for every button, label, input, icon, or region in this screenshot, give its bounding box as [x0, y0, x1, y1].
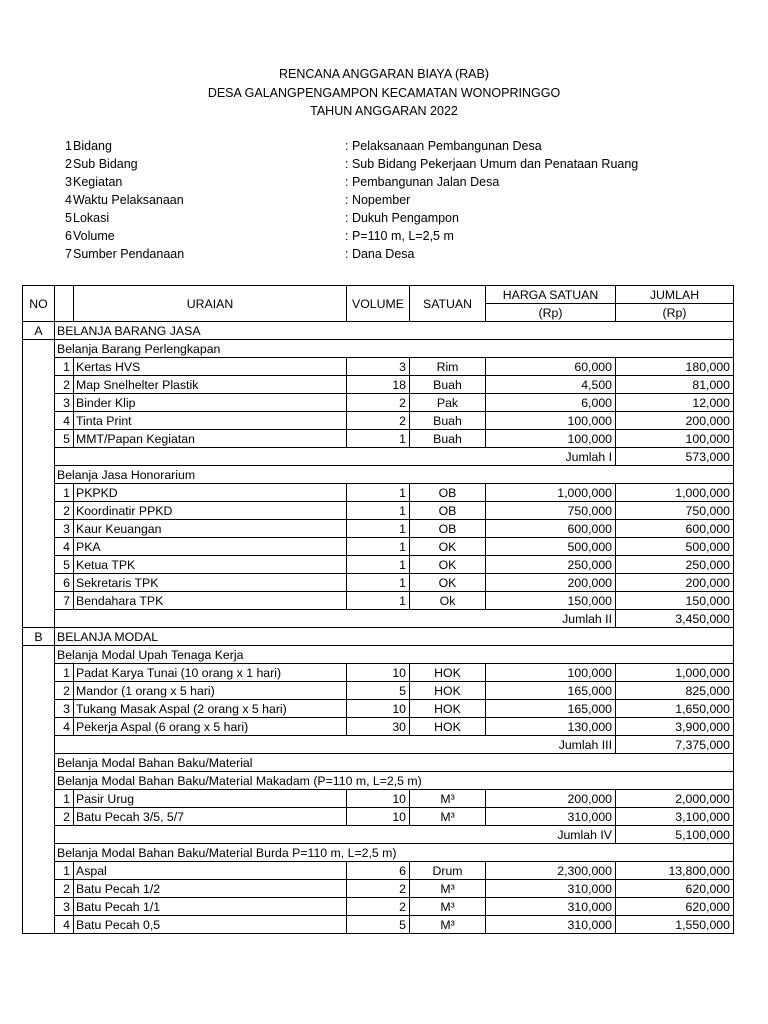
row-satuan: OB [410, 484, 486, 502]
row-jumlah: 1,000,000 [616, 484, 734, 502]
subtotal-value: 5,100,000 [616, 826, 734, 844]
group-title: Belanja Barang Perlengkapan [55, 340, 734, 358]
row-jumlah: 750,000 [616, 502, 734, 520]
row-satuan: M³ [410, 808, 486, 826]
row-satuan: M³ [410, 898, 486, 916]
row-volume: 1 [347, 574, 410, 592]
row-volume: 2 [347, 394, 410, 412]
row-satuan: M³ [410, 916, 486, 934]
row-volume: 1 [347, 556, 410, 574]
row-jumlah: 12,000 [616, 394, 734, 412]
table-header-row [23, 286, 734, 304]
row-uraian: PKA [74, 538, 347, 556]
row-jumlah: 600,000 [616, 520, 734, 538]
info-label: Volume [73, 229, 115, 243]
row-jumlah: 150,000 [616, 592, 734, 610]
info-value: : Pembangunan Jalan Desa [345, 175, 500, 189]
row-no: 1 [55, 484, 74, 502]
info-row [0, 211, 768, 229]
group-row [23, 340, 734, 358]
row-jumlah: 2,000,000 [616, 790, 734, 808]
row-volume: 10 [347, 664, 410, 682]
table-row [23, 412, 734, 430]
info-no: 7 [65, 247, 72, 261]
row-satuan: OK [410, 556, 486, 574]
row-no: 3 [55, 700, 74, 718]
row-harga: 100,000 [486, 412, 616, 430]
row-volume: 1 [347, 430, 410, 448]
table-row [23, 682, 734, 700]
row-harga: 165,000 [486, 700, 616, 718]
row-jumlah: 3,100,000 [616, 808, 734, 826]
subtotal-row [23, 736, 734, 754]
row-uraian: Tinta Print [74, 412, 347, 430]
row-satuan: Pak [410, 394, 486, 412]
row-jumlah: 825,000 [616, 682, 734, 700]
col-header-harga-unit: (Rp) [486, 304, 616, 322]
col-header-satuan: SATUAN [410, 286, 486, 322]
table-row [23, 862, 734, 880]
info-label: Waktu Pelaksanaan [73, 193, 184, 207]
info-row [0, 229, 768, 247]
table-row [23, 538, 734, 556]
row-satuan: HOK [410, 718, 486, 736]
row-volume: 2 [347, 880, 410, 898]
row-harga: 250,000 [486, 556, 616, 574]
row-uraian: MMT/Papan Kegiatan [74, 430, 347, 448]
info-no: 3 [65, 175, 72, 189]
row-volume: 5 [347, 916, 410, 934]
row-no: 1 [55, 664, 74, 682]
row-uraian: Batu Pecah 1/2 [74, 880, 347, 898]
table-row [23, 664, 734, 682]
table-row [23, 574, 734, 592]
row-no: 5 [55, 556, 74, 574]
info-value: : Pelaksanaan Pembangunan Desa [345, 139, 542, 153]
col-header-no: NO [23, 286, 55, 322]
row-jumlah: 200,000 [616, 412, 734, 430]
table-row [23, 592, 734, 610]
group-title: Belanja Modal Bahan Baku/Material Burda P=110 m, L=2,5 m) [55, 844, 734, 862]
row-uraian: Map Snelhelter Plastik [74, 376, 347, 394]
info-row [0, 157, 768, 175]
subtotal-row [23, 448, 734, 466]
row-jumlah: 620,000 [616, 898, 734, 916]
info-row [0, 175, 768, 193]
row-jumlah: 1,650,000 [616, 700, 734, 718]
section-code: B [23, 628, 55, 646]
col-header-harga: HARGA SATUAN [486, 286, 616, 304]
group-title: Belanja Modal Upah Tenaga Kerja [55, 646, 734, 664]
row-volume: 2 [347, 898, 410, 916]
row-jumlah: 500,000 [616, 538, 734, 556]
row-volume: 6 [347, 862, 410, 880]
table-row [23, 790, 734, 808]
row-satuan: M³ [410, 880, 486, 898]
row-volume: 10 [347, 808, 410, 826]
row-no: 3 [55, 394, 74, 412]
row-volume: 1 [347, 538, 410, 556]
row-volume: 5 [347, 682, 410, 700]
doc-title-line-2: DESA GALANGPENGAMPON KECAMATAN WONOPRINGGO [207, 86, 561, 100]
info-label: Bidang [73, 139, 112, 153]
group-row [23, 772, 734, 790]
subtotal-row [23, 826, 734, 844]
row-satuan: Buah [410, 376, 486, 394]
col-header-jumlah: JUMLAH [616, 286, 734, 304]
row-no: 6 [55, 574, 74, 592]
row-uraian: Tukang Masak Aspal (2 orang x 5 hari) [74, 700, 347, 718]
subtotal-label: Jumlah II [486, 610, 616, 628]
row-satuan: HOK [410, 664, 486, 682]
table-row [23, 880, 734, 898]
row-harga: 4,500 [486, 376, 616, 394]
row-uraian: Ketua TPK [74, 556, 347, 574]
info-row [0, 193, 768, 211]
row-no: 5 [55, 430, 74, 448]
section-title: BELANJA BARANG JASA [55, 322, 734, 340]
row-harga: 100,000 [486, 430, 616, 448]
info-no: 2 [65, 157, 72, 171]
table-row [23, 376, 734, 394]
row-no: 4 [55, 718, 74, 736]
table-row [23, 916, 734, 934]
info-no: 1 [65, 139, 72, 153]
row-harga: 200,000 [486, 790, 616, 808]
table-row [23, 502, 734, 520]
doc-title-line-1: RENCANA ANGGARAN BIAYA (RAB) [278, 67, 489, 81]
row-uraian: Koordinatir PPKD [74, 502, 347, 520]
info-no: 4 [65, 193, 72, 207]
row-uraian: PKPKD [74, 484, 347, 502]
group-row [23, 754, 734, 772]
row-satuan: OK [410, 574, 486, 592]
row-volume: 18 [347, 376, 410, 394]
info-value: : Dukuh Pengampon [345, 211, 459, 225]
table-row [23, 394, 734, 412]
info-label: Lokasi [73, 211, 110, 225]
info-no: 5 [65, 211, 72, 225]
group-row [23, 844, 734, 862]
row-harga: 6,000 [486, 394, 616, 412]
table-row [23, 556, 734, 574]
row-no: 4 [55, 412, 74, 430]
subtotal-label: Jumlah III [486, 736, 616, 754]
row-uraian: Kaur Keuangan [74, 520, 347, 538]
col-header-volume: VOLUME [347, 286, 410, 322]
row-satuan: Buah [410, 430, 486, 448]
row-volume: 3 [347, 358, 410, 376]
col-header-uraian: URAIAN [74, 286, 347, 322]
row-harga: 310,000 [486, 916, 616, 934]
rab-table [22, 285, 734, 934]
subtotal-value: 7,375,000 [616, 736, 734, 754]
row-no: 1 [55, 862, 74, 880]
info-value: : Dana Desa [345, 247, 415, 261]
row-satuan: M³ [410, 790, 486, 808]
row-no: 1 [55, 790, 74, 808]
row-jumlah: 13,800,000 [616, 862, 734, 880]
row-volume: 1 [347, 592, 410, 610]
table-row [23, 718, 734, 736]
row-harga: 310,000 [486, 898, 616, 916]
row-harga: 750,000 [486, 502, 616, 520]
table-row [23, 520, 734, 538]
row-volume: 10 [347, 790, 410, 808]
row-uraian: Batu Pecah 0,5 [74, 916, 347, 934]
row-harga: 100,000 [486, 664, 616, 682]
info-label: Kegiatan [73, 175, 123, 189]
subtotal-value: 3,450,000 [616, 610, 734, 628]
row-volume: 1 [347, 502, 410, 520]
row-no: 2 [55, 880, 74, 898]
row-satuan: HOK [410, 700, 486, 718]
row-jumlah: 1,000,000 [616, 664, 734, 682]
row-harga: 310,000 [486, 880, 616, 898]
row-harga: 600,000 [486, 520, 616, 538]
table-row [23, 808, 734, 826]
row-harga: 2,300,000 [486, 862, 616, 880]
table-row [23, 358, 734, 376]
row-harga: 165,000 [486, 682, 616, 700]
row-harga: 500,000 [486, 538, 616, 556]
info-value: : P=110 m, L=2,5 m [345, 229, 454, 243]
table-row [23, 484, 734, 502]
row-volume: 2 [347, 412, 410, 430]
row-uraian: Kertas HVS [74, 358, 347, 376]
row-uraian: Aspal [74, 862, 347, 880]
group-row [23, 646, 734, 664]
section-row-a [23, 322, 734, 340]
group-title: Belanja Modal Bahan Baku/Material Makadam (P=110 m, L=2,5 m) [55, 772, 734, 790]
row-harga: 150,000 [486, 592, 616, 610]
row-harga: 1,000,000 [486, 484, 616, 502]
row-satuan: Ok [410, 592, 486, 610]
row-uraian: Pekerja Aspal (6 orang x 5 hari) [74, 718, 347, 736]
row-uraian: Batu Pecah 1/1 [74, 898, 347, 916]
row-satuan: Drum [410, 862, 486, 880]
row-satuan: Buah [410, 412, 486, 430]
row-no: 1 [55, 358, 74, 376]
row-volume: 1 [347, 484, 410, 502]
group-row [23, 466, 734, 484]
row-jumlah: 180,000 [616, 358, 734, 376]
info-value: : Nopember [345, 193, 411, 207]
info-row [0, 247, 768, 265]
row-no: 2 [55, 502, 74, 520]
info-value: : Sub Bidang Pekerjaan Umum dan Penataan Ruang [345, 157, 639, 171]
row-volume: 10 [347, 700, 410, 718]
subtotal-label: Jumlah I [486, 448, 616, 466]
row-harga: 60,000 [486, 358, 616, 376]
row-jumlah: 200,000 [616, 574, 734, 592]
subtotal-label: Jumlah IV [486, 826, 616, 844]
row-harga: 130,000 [486, 718, 616, 736]
row-uraian: Pasir Urug [74, 790, 347, 808]
col-header-jumlah-unit: (Rp) [616, 304, 734, 322]
section-row-b [23, 628, 734, 646]
row-satuan: OK [410, 538, 486, 556]
table-row [23, 898, 734, 916]
row-no: 4 [55, 538, 74, 556]
info-label: Sub Bidang [73, 157, 138, 171]
row-satuan: OB [410, 502, 486, 520]
row-volume: 30 [347, 718, 410, 736]
row-jumlah: 100,000 [616, 430, 734, 448]
row-volume: 1 [347, 520, 410, 538]
row-no: 2 [55, 808, 74, 826]
subtotal-value: 573,000 [616, 448, 734, 466]
row-jumlah: 620,000 [616, 880, 734, 898]
row-jumlah: 250,000 [616, 556, 734, 574]
info-label: Sumber Pendanaan [73, 247, 185, 261]
row-uraian: Mandor (1 orang x 5 hari) [74, 682, 347, 700]
row-no: 7 [55, 592, 74, 610]
table-row [23, 700, 734, 718]
row-uraian: Sekretaris TPK [74, 574, 347, 592]
row-harga: 200,000 [486, 574, 616, 592]
row-jumlah: 81,000 [616, 376, 734, 394]
row-no: 4 [55, 916, 74, 934]
subtotal-row [23, 610, 734, 628]
section-title: BELANJA MODAL [55, 628, 734, 646]
row-uraian: Binder Klip [74, 394, 347, 412]
table-row [23, 430, 734, 448]
row-no: 3 [55, 520, 74, 538]
section-code: A [23, 322, 55, 340]
row-no: 2 [55, 682, 74, 700]
row-jumlah: 3,900,000 [616, 718, 734, 736]
row-uraian: Batu Pecah 3/5, 5/7 [74, 808, 347, 826]
row-satuan: OB [410, 520, 486, 538]
col-header-sub [55, 286, 74, 322]
info-no: 6 [65, 229, 72, 243]
row-harga: 310,000 [486, 808, 616, 826]
row-no: 3 [55, 898, 74, 916]
row-uraian: Padat Karya Tunai (10 orang x 1 hari) [74, 664, 347, 682]
doc-title-line-3: TAHUN ANGGARAN 2022 [310, 104, 458, 118]
row-uraian: Bendahara TPK [74, 592, 347, 610]
group-title: Belanja Jasa Honorarium [55, 466, 734, 484]
row-no: 2 [55, 376, 74, 394]
info-row [0, 139, 768, 157]
row-jumlah: 1,550,000 [616, 916, 734, 934]
row-satuan: HOK [410, 682, 486, 700]
group-title: Belanja Modal Bahan Baku/Material [55, 754, 734, 772]
row-satuan: Rim [410, 358, 486, 376]
